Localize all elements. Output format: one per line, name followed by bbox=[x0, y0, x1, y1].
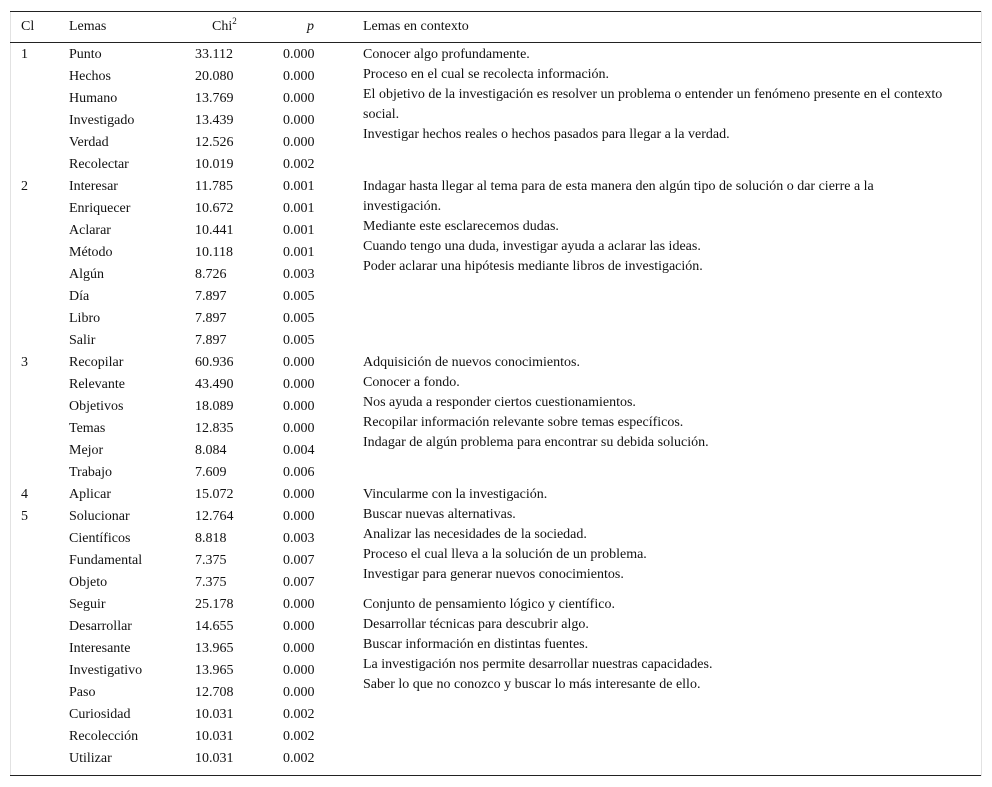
row-p: 0.005 bbox=[283, 333, 315, 348]
row-chi: 60.936 bbox=[195, 355, 234, 370]
table-row bbox=[0, 308, 992, 330]
row-p: 0.000 bbox=[283, 421, 315, 436]
row-chi: 13.965 bbox=[195, 663, 234, 678]
table-row bbox=[0, 154, 992, 176]
row-p: 0.000 bbox=[283, 663, 315, 678]
row-lema: Objetivos bbox=[69, 399, 124, 414]
row-lema: Curiosidad bbox=[69, 707, 131, 722]
row-p: 0.000 bbox=[283, 399, 315, 414]
context-line: Mediante este esclarecemos dudas. bbox=[363, 219, 559, 234]
table-row bbox=[0, 462, 992, 484]
context-line: Conjunto de pensamiento lógico y científico. bbox=[363, 597, 615, 612]
row-p: 0.002 bbox=[283, 157, 315, 172]
row-cluster: 4 bbox=[21, 487, 28, 502]
row-lema: Salir bbox=[69, 333, 96, 348]
row-lema: Libro bbox=[69, 311, 101, 326]
row-lema: Verdad bbox=[69, 135, 109, 150]
table-row bbox=[0, 748, 992, 770]
context-block-1 bbox=[363, 45, 948, 145]
row-p: 0.002 bbox=[283, 707, 315, 722]
header-cl: Cl bbox=[21, 19, 35, 34]
context-line: Proceso en el cual se recolecta información. bbox=[363, 67, 610, 82]
row-p: 0.000 bbox=[283, 69, 315, 84]
row-chi: 12.835 bbox=[195, 421, 234, 436]
row-lema: Seguir bbox=[69, 597, 106, 612]
row-p: 0.003 bbox=[283, 267, 315, 282]
header-lemas: Lemas bbox=[69, 19, 107, 34]
row-chi: 10.031 bbox=[195, 751, 234, 766]
row-chi: 10.031 bbox=[195, 707, 234, 722]
row-lema: Recolección bbox=[69, 729, 139, 744]
row-chi: 10.031 bbox=[195, 729, 234, 744]
row-lema: Paso bbox=[69, 685, 96, 700]
row-chi: 13.769 bbox=[195, 91, 234, 106]
row-chi: 13.965 bbox=[195, 641, 234, 656]
row-chi: 7.897 bbox=[195, 311, 227, 326]
row-p: 0.002 bbox=[283, 751, 315, 766]
row-p: 0.007 bbox=[283, 575, 315, 590]
row-lema: Hechos bbox=[69, 69, 111, 84]
row-chi: 12.764 bbox=[195, 509, 234, 524]
context-line: Proceso el cual lleva a la solución de un problema. bbox=[363, 547, 647, 562]
table-row bbox=[0, 330, 992, 352]
row-p: 0.000 bbox=[283, 377, 315, 392]
row-cluster: 1 bbox=[21, 47, 28, 62]
row-p: 0.000 bbox=[283, 685, 315, 700]
context-line: La investigación nos permite desarrollar nuestras capacidades. bbox=[363, 657, 713, 672]
row-chi: 8.726 bbox=[195, 267, 227, 282]
table-header-rule bbox=[10, 42, 981, 43]
row-lema: Recopilar bbox=[69, 355, 124, 370]
row-chi: 14.655 bbox=[195, 619, 234, 634]
row-lema: Mejor bbox=[69, 443, 104, 458]
context-block-3 bbox=[363, 353, 948, 453]
row-lema: Fundamental bbox=[69, 553, 143, 568]
row-chi: 10.019 bbox=[195, 157, 234, 172]
context-line: Recopilar información relevante sobre temas específicos. bbox=[363, 415, 684, 430]
row-chi: 33.112 bbox=[195, 47, 233, 62]
row-chi: 20.080 bbox=[195, 69, 234, 84]
row-chi: 10.118 bbox=[195, 245, 233, 260]
context-line: Cuando tengo una duda, investigar ayuda a aclarar las ideas. bbox=[363, 239, 701, 254]
row-chi: 7.897 bbox=[195, 289, 227, 304]
header-context: Lemas en contexto bbox=[363, 19, 469, 34]
row-chi: 18.089 bbox=[195, 399, 234, 414]
row-p: 0.000 bbox=[283, 509, 315, 524]
row-chi: 7.609 bbox=[195, 465, 227, 480]
row-p: 0.000 bbox=[283, 487, 315, 502]
row-chi: 7.375 bbox=[195, 553, 227, 568]
row-p: 0.006 bbox=[283, 465, 315, 480]
row-p: 0.000 bbox=[283, 91, 315, 106]
row-cluster: 3 bbox=[21, 355, 28, 370]
context-line: Poder aclarar una hipótesis mediante libros de investigación. bbox=[363, 259, 703, 274]
context-line: El objetivo de la investigación es resolver un problema o entender un fenómeno presente en el contexto social. bbox=[363, 87, 943, 122]
context-line: Indagar de algún problema para encontrar su debida solución. bbox=[363, 435, 709, 450]
row-p: 0.000 bbox=[283, 113, 315, 128]
row-chi: 11.785 bbox=[195, 179, 233, 194]
row-lema: Punto bbox=[69, 47, 102, 62]
context-line: Indagar hasta llegar al tema para de esta manera den algún tipo de solución o dar cierre a la investigación. bbox=[363, 179, 874, 214]
row-lema: Interesante bbox=[69, 641, 131, 656]
context-block-2 bbox=[363, 177, 948, 277]
row-chi: 10.441 bbox=[195, 223, 234, 238]
row-lema: Aplicar bbox=[69, 487, 111, 502]
row-chi: 43.490 bbox=[195, 377, 234, 392]
context-line: Investigar hechos reales o hechos pasados para llegar a la verdad. bbox=[363, 127, 730, 142]
row-lema: Temas bbox=[69, 421, 106, 436]
row-p: 0.005 bbox=[283, 311, 315, 326]
table-row bbox=[0, 726, 992, 748]
row-lema: Investigado bbox=[69, 113, 135, 128]
context-block-5 bbox=[363, 595, 948, 695]
row-p: 0.004 bbox=[283, 443, 315, 458]
context-line: Desarrollar técnicas para descubrir algo. bbox=[363, 617, 589, 632]
row-p: 0.002 bbox=[283, 729, 315, 744]
row-p: 0.007 bbox=[283, 553, 315, 568]
row-lema: Método bbox=[69, 245, 113, 260]
row-p: 0.000 bbox=[283, 355, 315, 370]
row-p: 0.000 bbox=[283, 641, 315, 656]
context-line: Buscar nuevas alternativas. bbox=[363, 507, 516, 522]
row-lema: Trabajo bbox=[69, 465, 113, 480]
context-line: Investigar para generar nuevos conocimientos. bbox=[363, 567, 624, 582]
context-line: Conocer algo profundamente. bbox=[363, 47, 530, 62]
context-line: Nos ayuda a responder ciertos cuestionamientos. bbox=[363, 395, 636, 410]
row-lema: Día bbox=[69, 289, 90, 304]
row-chi: 25.178 bbox=[195, 597, 234, 612]
row-p: 0.001 bbox=[283, 179, 315, 194]
context-line: Conocer a fondo. bbox=[363, 375, 460, 390]
row-p: 0.001 bbox=[283, 201, 315, 216]
table-bottom-rule bbox=[10, 775, 981, 776]
context-line: Analizar las necesidades de la sociedad. bbox=[363, 527, 587, 542]
context-line: Buscar información en distintas fuentes. bbox=[363, 637, 589, 652]
row-lema: Desarrollar bbox=[69, 619, 132, 634]
row-p: 0.005 bbox=[283, 289, 315, 304]
context-block-4 bbox=[363, 485, 948, 585]
row-chi: 13.439 bbox=[195, 113, 234, 128]
row-p: 0.000 bbox=[283, 597, 315, 612]
header-chi bbox=[212, 18, 237, 36]
table-row bbox=[0, 704, 992, 726]
row-lema: Humano bbox=[69, 91, 118, 106]
header-p: p bbox=[307, 19, 314, 34]
header-chi-label: Chi bbox=[212, 19, 233, 34]
row-lema: Aclarar bbox=[69, 223, 111, 238]
header-chi-superscript: 2 bbox=[232, 16, 237, 26]
row-cluster: 5 bbox=[21, 509, 28, 524]
row-lema: Científicos bbox=[69, 531, 131, 546]
row-chi: 8.818 bbox=[195, 531, 227, 546]
table-top-rule bbox=[10, 11, 981, 12]
row-lema: Investigativo bbox=[69, 663, 143, 678]
row-chi: 7.897 bbox=[195, 333, 227, 348]
row-lema: Recolectar bbox=[69, 157, 129, 172]
row-lema: Utilizar bbox=[69, 751, 112, 766]
row-lema: Algún bbox=[69, 267, 104, 282]
context-line: Adquisición de nuevos conocimientos. bbox=[363, 355, 580, 370]
row-lema: Objeto bbox=[69, 575, 108, 590]
row-chi: 10.672 bbox=[195, 201, 234, 216]
row-p: 0.000 bbox=[283, 619, 315, 634]
row-p: 0.000 bbox=[283, 135, 315, 150]
row-cluster: 2 bbox=[21, 179, 28, 194]
row-chi: 8.084 bbox=[195, 443, 227, 458]
row-p: 0.001 bbox=[283, 223, 315, 238]
row-lema: Relevante bbox=[69, 377, 125, 392]
row-chi: 7.375 bbox=[195, 575, 227, 590]
row-chi: 15.072 bbox=[195, 487, 234, 502]
row-lema: Solucionar bbox=[69, 509, 130, 524]
context-line: Vincularme con la investigación. bbox=[363, 487, 548, 502]
row-p: 0.001 bbox=[283, 245, 315, 260]
row-chi: 12.526 bbox=[195, 135, 234, 150]
row-p: 0.003 bbox=[283, 531, 315, 546]
row-chi: 12.708 bbox=[195, 685, 234, 700]
row-lema: Interesar bbox=[69, 179, 118, 194]
table-row bbox=[0, 286, 992, 308]
row-lema: Enriquecer bbox=[69, 201, 131, 216]
context-line: Saber lo que no conozco y buscar lo más interesante de ello. bbox=[363, 677, 701, 692]
row-p: 0.000 bbox=[283, 47, 315, 62]
